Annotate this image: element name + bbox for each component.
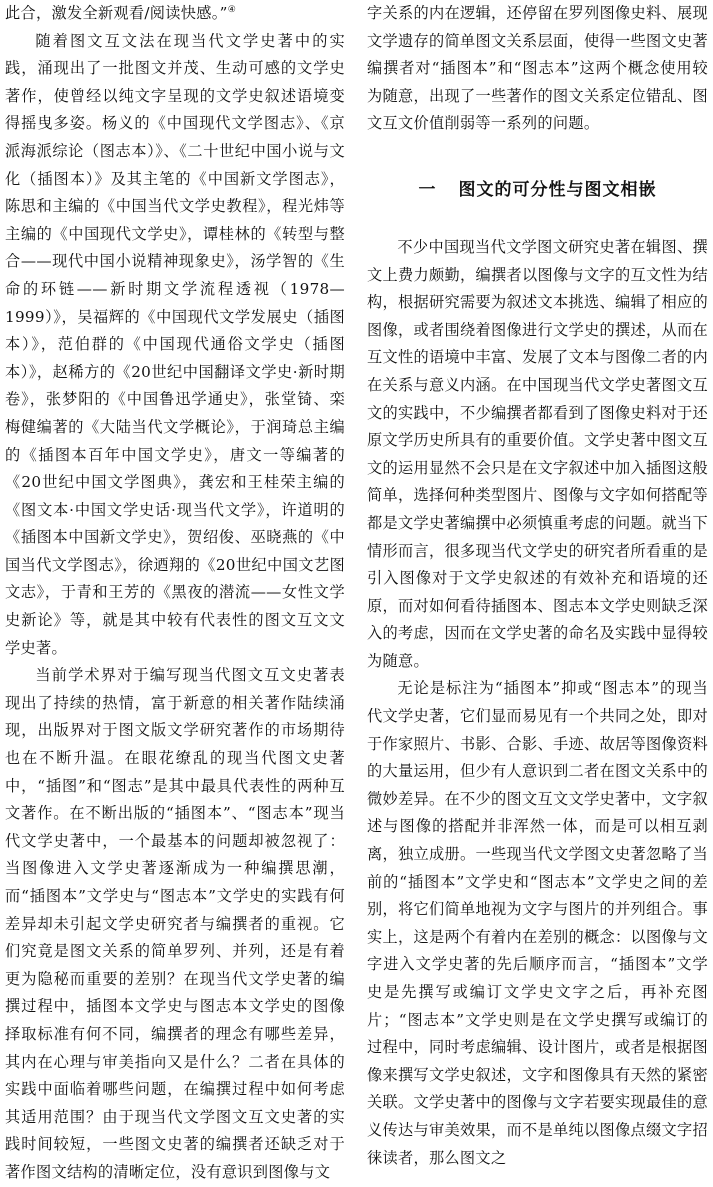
paragraph: 不少中国现当代文学图文研究史著在辑图、撰文上费力颇勤，编撰者以图像与文字的互文性为结构，根据研究需要为叙述文本挑选、编辑了相应的图像，或者围绕着图像进行文学史的撰述，从而在互文性的语境中丰富、发展了文本与图像二者的内在关系与意义内涵。在中国现当代文学史著图文互文的实践中，不少编撰者都看到了图像史料对于还原文学历史所具有的重要价值。文学史著中图文互文的运用显然不会只是在文字叙述中加入插图这般简单，选择何种类型图片、图像与文字如何搭配等都是文学史著编撰中必须慎重考虑的问题。就当下情形而言，很多现当代文学史的研究者所看重的是引入图像对于文学史叙述的有效补充和语境的还原，而对如何看待插图本、图志本文学史则缺乏深入的考虑，因而在文学史著的命名及实践中显得较为随意。	[367, 237, 708, 670]
section-number: 一	[418, 179, 437, 200]
paragraph: 随着图文互文法在现当代文学史著中的实践，涌现出了一批图文并茂、生动可感的文学史著作，使曾经以纯文字呈现的文学史叙述语境变得摇曳多姿。杨义的《中国现代文学图志》、《京派海派综论（图志本）》、《二十世纪中国小说与文化（插图本）》及其主笔的《中国新文学图志》，陈思和主编的《中国当代文学史教程》，程光炜等主编的《中国现代文学史》，谭桂林的《转型与整合——现代中国小说精神现象史》，汤学智的《生命的环链——新时期文学流程透视（1978—1999）》，吴福辉的《中国现代文学发展史（插图本）》，范伯群的《中国现代通俗文学史（插图本）》，赵稀方的《20世纪中国翻译文学史·新时期卷》，张梦阳的《中国鲁迅学通史》，张堂锜、栾梅健编著的《大陆当代文学概论》，于润琦总主编的《插图本百年中国文学史》，唐文一等编著的《20世纪中国文学图典》，龚宏和王桂荣主编的《图文本·中国文学史话·现当代文学》，许道明的《插图本中国新文学史》，贺绍俊、巫晓燕的《中国当代文学图志》，徐迺翔的《20世纪中国文艺图文志》，于青和王芳的《黑夜的潜流——女性文学史新论》等，就是其中较有代表性的图文互文文学史著。	[5, 31, 345, 657]
section-heading	[367, 178, 708, 202]
footnote-marker: ④	[227, 4, 237, 15]
paragraph-text: 此合，激发全新观看/阅读快感。”	[5, 4, 228, 22]
paragraph-continuation	[5, 0, 345, 28]
paragraph: 当前学术界对于编写现当代图文互文史著表现出了持续的热情，富于新意的相关著作陆续涌现，出版界对于图文版文学研究著作的市场期待也在不断升温。在眼花缭乱的现当代图文史著中，“插图”和“图志”是其中最具代表性的两种互文著作。在不断出版的“插图本”、“图志本”现当代文学史著中，一个最基本的问题却被忽视了：当图像进入文学史著逐渐成为一种编撰思潮，而“插图本”文学史与“图志本”文学史的实践有何差异却未引起文学史研究者与编撰者的重视。它们究竟是图文关系的简单罗列、并列，还是有着更为隐秘而重要的差别？在现当代文学史著的编撰过程中，插图本文学史与图志本文学史的图像择取标准有何不同，编撰者的理念有哪些差异，其内在心理与审美指向又是什么？二者在具体的实践中面临着哪些问题，在编撰过程中如何考虑其适用范围？由于现当代文学图文互文史著的实践时间较短，一些图文史著的编撰者还缺乏对于著作图文结构的清晰定位，没有意识到图像与文	[5, 666, 345, 1181]
right-column	[367, 0, 708, 1167]
section-title: 图文的可分性与图文相嵌	[458, 179, 657, 200]
paragraph: 无论是标注为“插图本”抑或“图志本”的现当代文学史著，它们显而易见有一个共同之处，即对于作家照片、书影、合影、手迹、故居等图像资料的大量运用，但少有人意识到二者在图文关系中的微妙差异。在不少的图文互文文学史著中，文字叙述与图像的搭配并非浑然一体，而是可以相互剥离，独立成册。一些现当代文学图文史著忽略了当前的“插图本”文学史和“图志本”文学史之间的差别，将它们简单地视为文字与图片的并列组合。事实上，这是两个有着内在差别的概念：以图像与文字进入文学史著的先后顺序而言，“插图本”文学史是先撰写或编订文学史文字之后，再补充图片；“图志本”文学史则是在文学史撰写或编订的过程中，同时考虑编辑、设计图片，或者是根据图像来撰写文学史叙述，文字和图像具有天然的紧密关联。文学史著中的图像与文字若要实现最佳的意义传达与审美效果，而不是单纯以图像点缀文字招徕读者，那么图文之	[367, 679, 708, 1167]
paragraph-continuation: 字关系的内在逻辑，还停留在罗列图像史料、展现文学遗存的简单图文关系层面，使得一些图文史著编撰者对“插图本”和“图志本”这两个概念使用较为随意，出现了一些著作的图文关系定位错乱、图文互文价值削弱等一系列的问题。	[367, 4, 708, 133]
left-column	[5, 0, 345, 1181]
